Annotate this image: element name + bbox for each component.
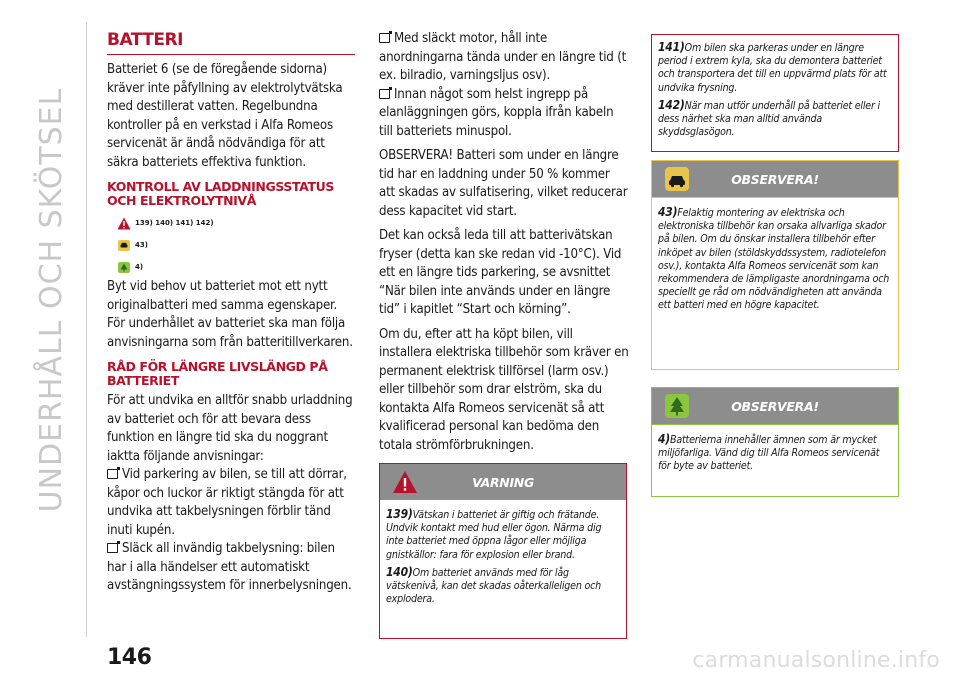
item-number: 140) (386, 564, 413, 579)
warning-item-142 (658, 99, 892, 140)
checkbox-bullet-icon (107, 469, 118, 479)
item-number: 4) (658, 432, 671, 446)
bullet-disconnect (379, 86, 629, 142)
warning-triangle-icon (117, 217, 131, 230)
caution-box-body (652, 197, 898, 323)
warning-box (379, 463, 627, 639)
warning-item-139 (386, 508, 620, 562)
item-text: Om batteriet används med för låg vätskenivå, kan det skadas oåterkalleligen och explodera. (386, 566, 602, 606)
source-watermark: carmanualsonline.info (692, 648, 940, 673)
item-text: Om bilen ska parkeras under en längre period i extrem kyla, ska du demontera batteriet och transportera det till en uppvärmd plats för att undvika frysning. (658, 42, 887, 94)
warning-item-141 (658, 41, 892, 95)
replacement-paragraph: Byt vid behov ut batteriet mot ett nytt originalbatteri med samma egenskaper. För underhållet av batteriet ska man följa anvisningarna som från batteritillverkaren. (107, 279, 353, 350)
margin-divider (86, 22, 87, 637)
section-heading-batteri: BATTERI (107, 30, 355, 55)
item-text: Batterierna innehåller ämnen som är mycket miljöfarliga. Vänd dig till Alfa Romeos servicenät för byte av batteriet. (658, 434, 880, 473)
checkbox-bullet-icon (379, 89, 390, 99)
item-text: Vätskan i batteriet är giftig och frätande. Undvik kontakt med hud eller ögon. Närma dig inte batteriet med öppna lågor eller möjliga gnistkällor: fara för explosion eller brand. (386, 509, 602, 561)
item-text: Felaktig montering av elektriska och elektroniska tillbehör kan orsaka allvarliga skador på bilen. Om du önskar installera tillbehör efter inköpet av bilen (stöldskyddssystem, radiotelefon osv.), kontakta Alfa Romeos servicenät som kan rekommendera de lämpligaste anordningarna och speciellt ge råd om nödvändigheten att använda ett batteri med en högre kapacitet. (658, 207, 890, 312)
bullet-engine-off-text: Med släckt motor, håll inte anordningarna tända under en längre tid (t ex. bilradio, varningsljus osv). (379, 31, 627, 83)
caution-car-icon (117, 239, 131, 252)
bullet-engine-off (379, 30, 629, 86)
environment-reference-number: 4) (135, 263, 144, 271)
environment-box-header (652, 388, 898, 424)
warning-item-140 (386, 566, 620, 607)
caution-box (651, 160, 899, 370)
subheading-laddningsstatus: KONTROLL AV LADDNINGSSTATUS OCH ELEKTROLYTNIVÅ (107, 179, 334, 208)
warning-box-title: VARNING (472, 474, 534, 490)
caution-reference-number: 43) (135, 241, 148, 249)
item-text: När man utför underhåll på batteriet eller i dess närhet ska man alltid använda skyddsglasögon. (658, 99, 880, 139)
intro-paragraph: Batteriet 6 (se de föregående sidorna) kräver inte påfyllning av elektrolytvätska med destillerat vatten. Regelbundna kontroller på en verkstad i Alfa Romeos servicenät är ändå nödvändiga för att säkra batteriets effektiva funktion. (107, 62, 343, 170)
environment-reference (117, 256, 355, 278)
advice-intro-paragraph: För att undvika en alltför snabb urladdning av batteriet och för att bevara dess funktion en längre tid ska du noggrant iaktta följande anvisningar: (107, 393, 353, 464)
item-number: 142) (658, 97, 685, 112)
checkbox-bullet-icon (107, 543, 118, 553)
item-number: 43) (658, 205, 678, 219)
warning-box-body (380, 500, 626, 616)
sulfation-paragraph: OBSERVERA! Batteri som under en längre tid har en laddning under 50 % kommer att skadas av sulfatisering, vilket reducerar dess kapacitet vid start. (379, 148, 628, 219)
accessories-paragraph: Om du, efter att ha köpt bilen, vill installera elektriska tillbehör som kräver en permanent elektrisk tillförsel (larm osv.) eller tillbehör som drar elström, ska du kontakta Alfa Romeos servicenät så att kvalificerad personal kan bedöma den totala strömförbrukningen. (379, 326, 629, 453)
freezing-paragraph: Det kan också leda till att batterivätskan fryser (detta kan ske redan vid -10°C). Vid ett en längre tids parkering, se avsnittet “När bilen inte används under en längre tid” i kapitlet “Start och körning”. (379, 228, 622, 317)
bullet-interior-light (107, 540, 355, 596)
bullet-parking-text: Vid parkering av bilen, se till att dörrar, kåpor och luckor är riktigt stängda för att undvika att takbelysningen förblir tänd inuti kupén. (107, 467, 347, 538)
environment-item-4 (658, 433, 892, 474)
subheading-livslangd: RÅD FÖR LÄNGRE LIVSLÄNGD PÅ BATTERIET (107, 359, 328, 388)
environment-tree-icon (117, 261, 131, 274)
warning-box-header (380, 464, 626, 500)
bullet-disconnect-text: Innan något som helst ingrepp på elanläggningen görs, koppla ifrån kabeln till batteriets minuspol. (379, 86, 614, 139)
environment-box-title: OBSERVERA! (731, 398, 819, 414)
environment-box (651, 387, 899, 497)
chapter-side-title: UNDERHÅLL OCH SKÖTSEL (34, 87, 69, 513)
column-middle (379, 30, 629, 461)
bullet-interior-light-text: Släck all invändig takbelysning: bilen har i alla händelser ett automatiskt avstängningssystem för innerbelysningen. (107, 541, 352, 593)
column-left (107, 30, 355, 596)
caution-item-43 (658, 206, 892, 313)
caution-reference (117, 234, 355, 256)
warning-reference (117, 212, 355, 234)
caution-box-title: OBSERVERA! (731, 171, 819, 187)
warning-reference-numbers: 139) 140) 141) 142) (135, 219, 214, 227)
page-number: 146 (107, 645, 152, 670)
caution-box-header (652, 161, 898, 197)
environment-box-body (652, 424, 898, 484)
bullet-parking (107, 466, 355, 540)
warning-box-continued (651, 34, 899, 152)
checkbox-bullet-icon (379, 33, 390, 43)
item-number: 139) (386, 507, 413, 521)
warning-box-continued-body (652, 35, 898, 149)
item-number: 141) (658, 40, 685, 54)
